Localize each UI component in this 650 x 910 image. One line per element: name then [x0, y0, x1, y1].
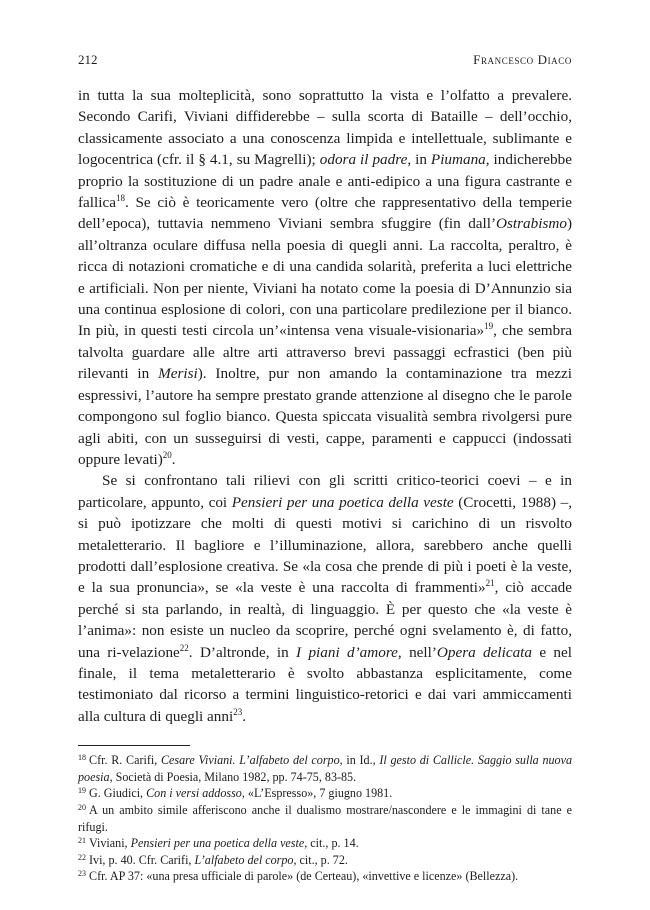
- footnote-number: 18: [78, 753, 86, 763]
- footnote-19: [78, 785, 572, 802]
- footnote-divider: [78, 745, 190, 746]
- text-run: (Crocetti, 1988) –, si può ipotizzare che molti di questi motivi si carichino di un risvolto metaletterario. Il bagliore e l’illuminazione, allora, sarebbero anche quelli prodotti dall’esplosione creativa. Se «la cosa che prende di più i poeti è la veste, e la sua pronuncia», se «la veste è una raccolta di frammenti»: [78, 493, 572, 597]
- paragraph-1: [78, 85, 572, 470]
- text-run: in tutta la sua molteplicità, sono soprattutto la vista e l’olfatto a prevalere. Secondo Carifi, Viviani diffiderebbe – sulla scorta di Bataille – dell’occhio, classicamente associato a una conoscenza limpida e intellettuale, sublimante e logocentrica (cfr. il § 4.1, su Magrelli);: [78, 87, 572, 169]
- footnote-ref-18[interactable]: 18: [115, 193, 125, 204]
- italic-title: Pensieri per una poetica della veste: [130, 836, 305, 851]
- text-run: . D’altronde, in: [188, 643, 297, 661]
- text-run: , indicherebbe proprio la sostituzione di un padre anale e anti-edipico a una figura castrante e fallica: [78, 151, 572, 212]
- text-run: , cit., p. 72.: [293, 852, 348, 867]
- running-head: [78, 52, 572, 72]
- paragraph-2: [78, 470, 572, 727]
- running-head-author: Francesco Diaco: [473, 52, 572, 67]
- text-run: , ciò accade perché si sta parlando, in realtà, di linguaggio. È per questo che «la veste è l’anima»: non esiste un nucleo da scoprire, perché ogni svelamento è, di fatto, una ri-velazione: [78, 579, 572, 661]
- italic-title-piumana: Piumana: [430, 151, 486, 169]
- text-run: , che sembra talvolta guardare alle altre arti attraverso brevi passaggi ecfrastici (ben più rilevanti in: [78, 322, 572, 383]
- footnote-ref-21[interactable]: 21: [485, 578, 495, 589]
- footnote-22: [78, 852, 572, 869]
- text-run: ). Inoltre, pur non amando la contaminazione tra mezzi espressivi, l’autore ha sempre prestato grande attenzione al disegno che le parole compongono sul foglio bianco. Questa spiccata visualità sembra rivolgersi pure agli abiti, con un susseguirsi di vesti, cappe, paramenti e cappucci (indossati oppure levati): [78, 365, 572, 468]
- footnote-number: 21: [78, 836, 86, 846]
- italic-title-opera-delicata: Opera delicata: [436, 643, 532, 661]
- text-run: Se si confrontano tali rilievi con gli scritti critico-teorici coevi – e in particolare, appunto, coi: [78, 472, 572, 511]
- text-run: , «L’Espresso», 7 giugno 1981.: [241, 786, 393, 801]
- text-run: e nel finale, il tema metaletterario è svolto abbastanza esplicitamente, come testimoniato dal ricorso a termini linguistico-retorici e dai vari ammiccamenti alla cultura di quegli anni: [78, 643, 572, 725]
- text-run: , in: [407, 151, 431, 169]
- text-run: .: [171, 450, 176, 468]
- body-text: [78, 85, 572, 727]
- text-run: , in Id.,: [339, 753, 380, 768]
- footnote-number: 19: [78, 786, 86, 796]
- italic-title: Il gesto di Callicle. Saggio sulla nuova poesia: [78, 753, 573, 784]
- italic-title-ostrabismo: Ostrabismo: [496, 215, 567, 233]
- italic-title-piani-damore: I piani d’amore: [296, 643, 398, 661]
- footnote-number: 20: [78, 802, 86, 812]
- italic-title: Cesare Viviani. L’alfabeto del corpo: [160, 753, 340, 768]
- text-run: , cit., p. 14.: [304, 836, 359, 851]
- footnote-18: [78, 752, 572, 785]
- page-number: 212: [78, 52, 98, 67]
- text-run: , nell’: [397, 643, 437, 661]
- text-run: G. Giudici,: [89, 786, 147, 801]
- footnotes: [78, 752, 572, 885]
- text-run: .: [242, 707, 246, 725]
- footnote-23: [78, 868, 572, 885]
- page: [78, 52, 572, 885]
- footnote-ref-23[interactable]: 23: [233, 706, 243, 717]
- footnote-21: [78, 835, 572, 852]
- text-run: A un ambito simile afferiscono anche il dualismo mostrare/nascondere e le immagini di tane e rifugi.: [78, 802, 572, 834]
- text-run: ) all’oltranza oculare diffusa nella poesia di quegli anni. La raccolta, peraltro, è ricca di notazioni cromatiche e di una candida solarità, preferita a luci elettriche e artificiali. Non per niente, Viviani ha notato come la poesia di D’Annunzio sia una continua esplosione di colori, con una particolare predilezione per il bianco. In più, in questi testi circola un’«intensa vena visuale-visionaria»: [78, 215, 572, 340]
- text-run: Cfr. AP 37: «una presa ufficiale di parole» (de Certeau), «invettive e licenze» (Bellezza).: [89, 869, 519, 884]
- footnote-20: [78, 802, 572, 835]
- text-run: , Società di Poesia, Milano 1982, pp. 74-75, 83-85.: [109, 769, 357, 784]
- italic-title: Con i versi addosso: [146, 786, 242, 801]
- text-run: . Se ciò è teoricamente vero (oltre che rappresentativo della temperie dell’epoca), tuttavia nemmeno Viviani sembra sfuggire (fin dall’: [78, 194, 572, 233]
- footnote-number: 22: [78, 852, 86, 862]
- footnote-ref-22[interactable]: 22: [179, 642, 189, 653]
- text-run: Viviani,: [89, 836, 131, 851]
- italic-title-pensieri: Pensieri per una poetica della veste: [231, 493, 454, 511]
- footnote-ref-20[interactable]: 20: [162, 449, 172, 460]
- italic-title-odora-il-padre: odora il padre: [319, 151, 408, 169]
- text-run: Cfr. R. Carifi,: [89, 753, 161, 768]
- italic-title-merisi: Merisi: [158, 365, 198, 383]
- footnote-ref-19[interactable]: 19: [484, 321, 494, 332]
- italic-title: L’alfabeto del corpo: [194, 852, 294, 867]
- footnote-number: 23: [78, 869, 86, 879]
- text-run: Ivi, p. 40. Cfr. Carifi,: [89, 852, 195, 867]
